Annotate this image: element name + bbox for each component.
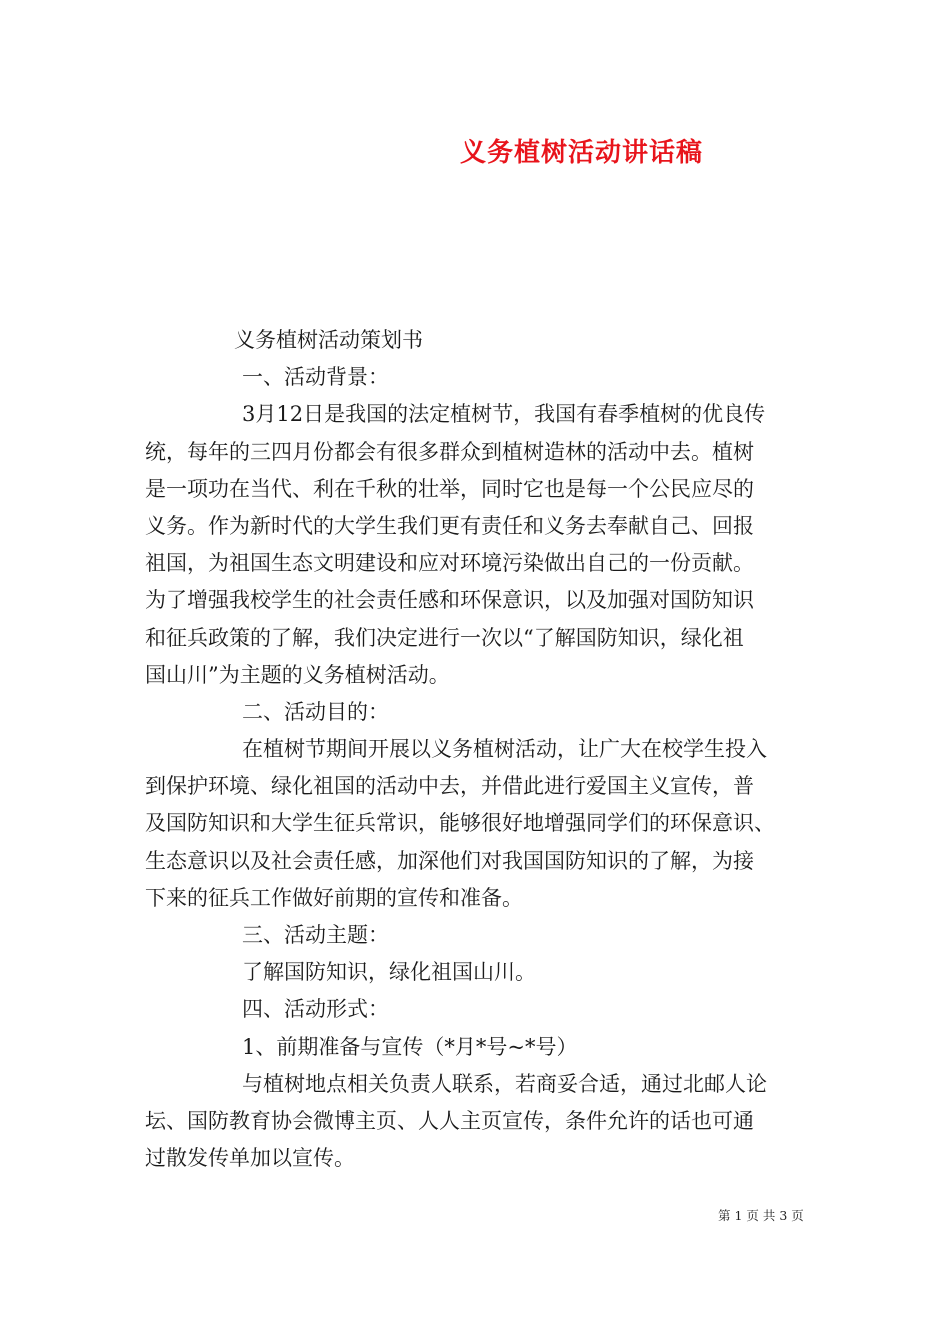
subsection-heading: 1、前期准备与宣传（*月*号~*号）	[242, 1034, 578, 1059]
paragraph-line: 国山川”为主题的义务植树活动。	[145, 662, 450, 687]
document-body	[145, 322, 817, 1177]
paragraph-line: 下来的征兵工作做好前期的宣传和准备。	[145, 885, 523, 910]
section-heading-theme: 三、活动主题：	[242, 923, 389, 947]
plan-heading: 义务植树活动策划书	[234, 328, 423, 352]
paragraph-line: 义务。作为新时代的大学生我们更有责任和义务去奉献自己、回报	[145, 513, 754, 538]
paragraph-line: 与植树地点相关负责人联系，若商妥合适，通过北邮人论	[242, 1071, 767, 1096]
paragraph-line: 是一项功在当代、利在千秋的壮举，同时它也是每一个公民应尽的	[145, 476, 754, 501]
section-heading-purpose: 二、活动目的：	[242, 699, 389, 724]
page-number: 第 1 页 共 3 页	[718, 1208, 804, 1223]
paragraph-line: 祖国，为祖国生态文明建设和应对环境污染做出自己的一份贡献。	[145, 551, 754, 576]
paragraph-line: 坛、国防教育协会微博主页、人人主页宣传，条件允许的话也可通	[145, 1108, 754, 1133]
paragraph-line: 3月12日是我国的法定植树节，我国有春季植树的优良传	[242, 402, 766, 427]
document-title: 义务植树活动讲话稿	[459, 138, 703, 168]
paragraph-line: 了解国防知识，绿化祖国山川。	[242, 960, 536, 985]
paragraph-line: 过散发传单加以宣传。	[145, 1146, 355, 1171]
paragraph-line: 生态意识以及社会责任感，加深他们对我国国防知识的了解，为接	[145, 848, 754, 873]
paragraph-line: 到保护环境、绿化祖国的活动中去，并借此进行爱国主义宣传，普	[145, 774, 754, 799]
section-heading-background: 一、活动背景：	[242, 365, 389, 390]
paragraph-line: 及国防知识和大学生征兵常识，能够很好地增强同学们的环保意识、	[145, 811, 775, 836]
paragraph-line: 在植树节期间开展以义务植树活动，让广大在校学生投入	[242, 737, 767, 762]
paragraph-line: 统，每年的三四月份都会有很多群众到植树造林的活动中去。植树	[145, 439, 754, 464]
paragraph-line: 和征兵政策的了解，我们决定进行一次以“了解国防知识，绿化祖	[145, 625, 744, 650]
section-heading-form: 四、活动形式：	[242, 997, 389, 1022]
paragraph-line: 为了增强我校学生的社会责任感和环保意识，以及加强对国防知识	[145, 588, 754, 613]
